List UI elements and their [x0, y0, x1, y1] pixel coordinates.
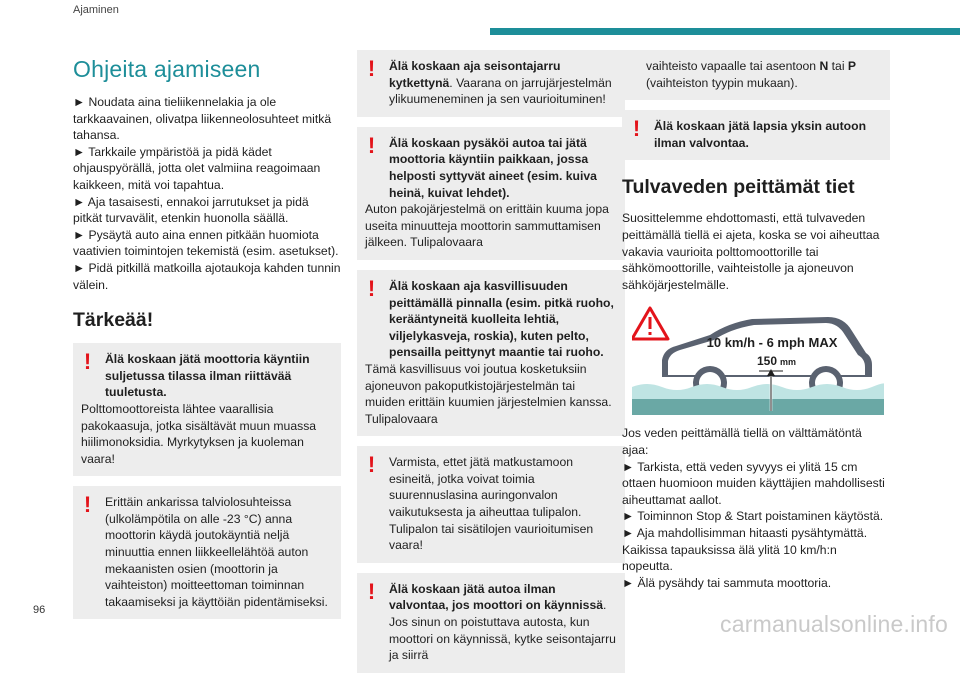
- flooded-road-figure: [632, 305, 884, 415]
- warning-lead: Älä koskaan aja seisontajarru: [389, 59, 561, 73]
- header-accent-bar: [490, 28, 960, 35]
- depth-unit: mm: [780, 357, 797, 368]
- gear-neutral: N: [819, 59, 829, 73]
- exclamation-icon: !: [367, 578, 376, 604]
- warning-lead: Älä koskaan jätä moottoria käyntiin: [105, 352, 310, 367]
- flood-instruction-1: ► Tarkista, että veden syvyys ei ylitä 15 cm ottaen huomioon muiden käyttäjien mahdollisesti aiheuttamat aallot.: [622, 459, 885, 507]
- warning-lead-cont: peittämällä pinnalla (esim. pitkä ruoho, kerääntyneitä kuolleita lehtiä, viljelykasveja, roskia), kuten pelto, pensailla peittynyt maantie tai ruoho.: [389, 295, 614, 360]
- warning-box-magnifier: [357, 446, 625, 563]
- driving-tip-3: ► Aja tasaisesti, ennakoi jarrutukset ja pidä pitkät turvavälit, etenkin huonolla säällä.: [73, 194, 309, 226]
- flood-instructions-intro: Jos veden peittämällä tiellä on välttämätöntä ajaa:: [622, 426, 862, 457]
- warning-triangle-icon: [632, 308, 668, 339]
- water-surface: [632, 384, 884, 416]
- continuation-text-2: tai: [828, 59, 848, 73]
- warning-box-vegetation: [357, 270, 625, 436]
- warning-box-parking-brake: [357, 50, 625, 117]
- column-2: [357, 50, 625, 683]
- driving-tip-5: ► Pidä pitkillä matkoilla ajotaukoja kahden tunnin välein.: [73, 260, 341, 292]
- warning-text: Tämä kasvillisuus voi joutua kosketuksiin ajoneuvon pakoputkistojärjestelmän tai muiden erittäin kuumien järjestelmien kanssa. Tulipalovaara: [365, 361, 612, 426]
- warning-lead: Erittäin ankarissa talviolosuhteissa: [105, 495, 292, 510]
- flood-intro: Suosittelemme ehdottomasti, että tulvaveden peittämällä tiellä ei ajeta, koska se voi aiheuttaa vakavia vaurioita polttomoottorille tai sähkömoottorille, vaihteistolle ja ajoneuvon sähköjärjestelmälle.: [622, 211, 880, 292]
- warning-text: (ulkolämpötila on alle -23 °C) anna moottorin käydä joutokäyntiä neljä minuuttia ennen liikkeellelähtöä auton mekaanisten osien (moottorin ja vaihteiston) moitteettoman toiminnan takaamiseksi ja käyttöiän pidentämiseksi.: [105, 511, 328, 609]
- warning-text: Polttomoottoreista lähtee vaarallisia pakokaasuja, jotka sisältävät muun muassa hiilimonoksidia. Myrkytyksen ja kuoleman vaara!: [81, 401, 317, 466]
- warning-box-winter: [73, 486, 341, 619]
- warning-lead-cont: suljetussa tilassa ilman riittävää tuuletusta.: [105, 368, 292, 400]
- warning-lead: Älä koskaan jätä autoa ilman: [389, 581, 556, 596]
- warning-lead: Varmista, ettet jätä matkustamoon: [389, 455, 574, 470]
- warning-box-children: [622, 110, 890, 160]
- column-1: [73, 50, 341, 629]
- warning-text: . Jos sinun on poistuttava autosta, kun moottori on käynnissä, kytke seisontajarru ja siirrä: [389, 598, 616, 663]
- warning-text: Auton pakojärjestelmä on erittäin kuuma jopa useita minuutteja moottorin sammuttamisen jälkeen. Tulipalovaara: [365, 202, 609, 250]
- flood-car-illustration: [632, 305, 884, 415]
- gear-park: P: [847, 59, 857, 73]
- continuation-text-1: vaihteisto vapaalle tai asentoon: [646, 59, 820, 73]
- exclamation-icon: !: [632, 116, 641, 142]
- important-heading: Tärkeää!: [73, 309, 154, 332]
- warning-text: esineitä, jotka voivat toimia suurennuslasina auringonvalon vaikutuksesta ja aiheuttaa tulipalon. Tulipalon tai sisätilojen vaurioitumisen vaara!: [389, 471, 594, 553]
- page-number: 96: [33, 604, 46, 616]
- flood-instruction-2: ► Toiminnon Stop & Start poistaminen käytöstä.: [622, 509, 884, 524]
- flood-instruction-4: ► Älä pysähdy tai sammuta moottoria.: [622, 575, 832, 590]
- flood-instruction-3: ► Aja mahdollisimman hitaasti pysähtymättä. Kaikissa tapauksissa älä ylitä 10 km/h:n nopeutta.: [622, 525, 868, 574]
- exclamation-icon: !: [83, 492, 92, 518]
- warning-lead-cont: moottoria käyntiin paikkaan, jossa helposti syttyvät aineet (esim. kuiva heinä, kuivat lehdet).: [389, 152, 597, 200]
- watermark: carmanualsonline.info: [720, 611, 948, 637]
- warning-text: Älä koskaan jätä lapsia yksin autoon ilman valvontaa.: [654, 119, 867, 150]
- flood-heading: Tulvaveden peittämät tiet: [622, 176, 855, 199]
- section-label: Ajaminen: [73, 4, 119, 16]
- depth-label: 150: [756, 354, 777, 369]
- warning-box-flammable: [357, 127, 625, 260]
- exclamation-icon: !: [367, 56, 376, 81]
- warning-box-unattended: [357, 573, 625, 673]
- exclamation-icon: !: [367, 132, 376, 158]
- warning-lead-cont: kytkettynä: [389, 75, 450, 90]
- driving-tip-1: ► Noudata aina tieliikennelakia ja ole tarkkaavainen, olivatpa liikenneolosuhteet mitkä tahansa.: [73, 95, 332, 143]
- column-3: [622, 50, 890, 591]
- speed-limit-label: 10 km/h - 6 mph MAX: [706, 335, 838, 351]
- continuation-text-3: (vaihteiston tyypin mukaan).: [646, 75, 798, 90]
- warning-box-continuation: [622, 50, 890, 100]
- exclamation-icon: !: [367, 452, 376, 478]
- driving-tip-4: ► Pysäytä auto aina ennen pitkään huomiota vaativien toimintojen tekemistä (esim. asetukset).: [73, 227, 339, 259]
- warning-text: . Vaarana on jarrujärjestelmän ylikuumeneminen ja sen vaurioituminen!: [389, 75, 612, 107]
- exclamation-icon: !: [83, 349, 92, 375]
- exclamation-icon: !: [367, 275, 376, 301]
- warning-box-ventilation: [73, 343, 341, 476]
- driving-tip-2: ► Tarkkaile ympäristöä ja pidä kädet ohjauspyörällä, jotta olet valmiina reagoimaan kaikkeen, mitä voi tapahtua.: [73, 144, 321, 192]
- warning-lead: Älä koskaan pysäköi autoa tai jätä: [389, 135, 587, 150]
- warning-lead-cont: valvontaa, jos moottori on käynnissä: [389, 598, 604, 613]
- page-title: Ohjeita ajamiseen: [73, 56, 261, 82]
- warning-lead: Älä koskaan aja kasvillisuuden: [389, 278, 568, 293]
